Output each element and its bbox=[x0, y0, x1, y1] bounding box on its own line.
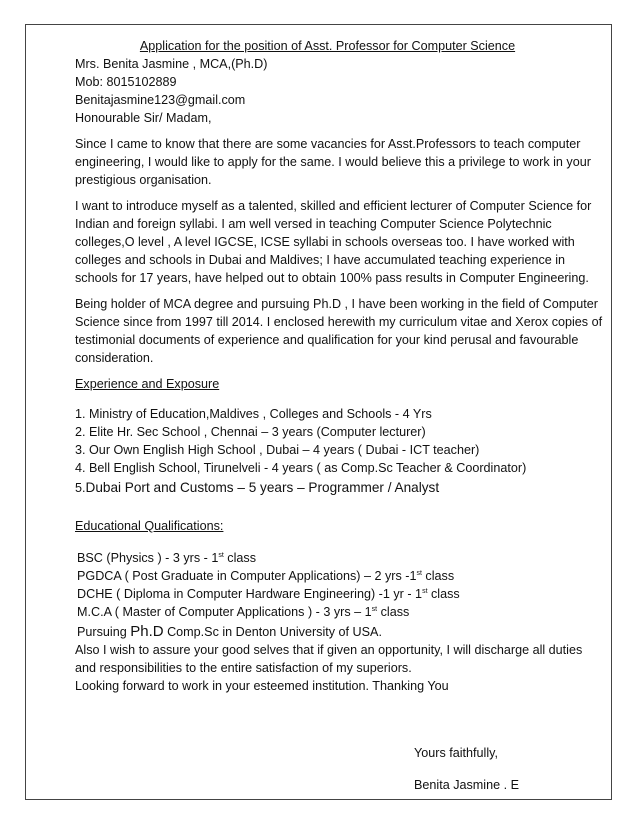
experience-item bbox=[75, 477, 580, 499]
item-number: 4. bbox=[75, 461, 86, 475]
item-text: Dubai Port and Customs – 5 years – Programmer / Analyst bbox=[85, 480, 440, 495]
experience-heading: Experience and Exposure bbox=[75, 377, 220, 391]
pursuing-label: Pursuing bbox=[77, 625, 131, 639]
qualification-text: BSC (Physics ) - 3 yrs - 1 bbox=[77, 551, 219, 565]
paragraph-line: Indian and foreign syllabi. I am well versed in teaching Computer Science Polytechnic bbox=[75, 217, 552, 231]
letter-title: Application for the position of Asst. Professor for Computer Science bbox=[139, 39, 516, 53]
item-number: 2. bbox=[75, 425, 86, 439]
letter-body bbox=[75, 37, 603, 695]
ordinal-suffix: st bbox=[218, 551, 224, 559]
yours-faithfully: Yours faithfully, bbox=[414, 746, 499, 760]
paragraph-line: colleges and schools in Dubai and Maldives; I have accumulated teaching experience in bbox=[75, 253, 566, 267]
item-number: 5. bbox=[75, 481, 86, 495]
paragraph-line: Science since from 1997 till 2014. I enclosed herewith my curriculum vitae and Xerox copies of bbox=[75, 315, 603, 329]
experience-item bbox=[75, 441, 580, 459]
paragraph-line: schools for 17 years, have helped out to obtain 100% pass results in Computer Engineering. bbox=[75, 271, 589, 285]
experience-item bbox=[75, 459, 580, 477]
closing-paragraph bbox=[75, 641, 583, 695]
qualifications-list bbox=[75, 549, 580, 641]
paragraph-intro bbox=[75, 135, 591, 189]
item-number: 3. bbox=[75, 443, 86, 457]
item-text: Bell English School, Tirunelveli - 4 years ( as Comp.Sc Teacher & Coordinator) bbox=[85, 461, 527, 475]
paragraph-line: Being holder of MCA degree and pursuing Ph.D , I have been working in the field of Computer bbox=[75, 297, 598, 311]
pursuing-phd bbox=[75, 623, 580, 641]
paragraph-line: testimonial documents of experience and qualification for your kind perusal and favourable bbox=[75, 333, 579, 347]
phd-label: Ph.D bbox=[130, 623, 164, 640]
signature-name: Benita Jasmine . E bbox=[414, 778, 519, 792]
ordinal-suffix: st bbox=[422, 587, 428, 595]
salutation: Honourable Sir/ Madam, bbox=[75, 111, 212, 125]
item-text: Ministry of Education,Maldives , Colleges and Schools - 4 Yrs bbox=[85, 407, 432, 421]
qualification-item bbox=[75, 567, 580, 585]
paragraph-line: colleges,O level , A level IGCSE, ICSE syllabi in schools overseas too. I have worked with bbox=[75, 235, 575, 249]
closing-line: and responsibilities to the entire satisfaction of my superiors. bbox=[75, 661, 412, 675]
ordinal-suffix: st bbox=[416, 569, 422, 577]
qualification-class: class bbox=[427, 587, 460, 601]
sender-mobile: Mob: 8015102889 bbox=[75, 75, 177, 89]
qualification-text: DCHE ( Diploma in Computer Hardware Engineering) -1 yr - 1 bbox=[77, 587, 423, 601]
paragraph-line: Since I came to know that there are some vacancies for Asst.Professors to teach computer bbox=[75, 137, 581, 151]
qualification-text: PGDCA ( Post Graduate in Computer Applications) – 2 yrs -1 bbox=[77, 569, 417, 583]
qualification-item bbox=[75, 549, 580, 567]
qualification-class: class bbox=[421, 569, 455, 583]
paragraph-degree bbox=[75, 295, 603, 367]
sender-name: Mrs. Benita Jasmine , MCA,(Ph.D) bbox=[75, 57, 268, 71]
sender-details bbox=[75, 55, 580, 127]
paragraph-line: engineering, I would like to apply for the same. I would believe this a privilege to work in your bbox=[75, 155, 591, 169]
item-number: 1. bbox=[75, 407, 86, 421]
experience-list bbox=[75, 405, 580, 499]
qualification-class: class bbox=[223, 551, 257, 565]
paragraph-profile bbox=[75, 197, 592, 287]
pursuing-detail: Comp.Sc in Denton University of USA. bbox=[163, 625, 382, 639]
qualification-text: M.C.A ( Master of Computer Applications ) - 3 yrs – 1 bbox=[77, 605, 372, 619]
item-text: Elite Hr. Sec School , Chennai – 3 years (Computer lecturer) bbox=[85, 425, 426, 439]
closing-line: Looking forward to work in your esteemed institution. Thanking You bbox=[75, 679, 449, 693]
paragraph-line: prestigious organisation. bbox=[75, 173, 212, 187]
paragraph-line: consideration. bbox=[75, 351, 154, 365]
experience-item bbox=[75, 405, 580, 423]
item-text: Our Own English High School , Dubai – 4 years ( Dubai - ICT teacher) bbox=[85, 443, 480, 457]
closing-line: Also I wish to assure your good selves that if given an opportunity, I will discharge all duties bbox=[75, 643, 583, 657]
ordinal-suffix: st bbox=[371, 605, 378, 613]
paragraph-line: I want to introduce myself as a talented, skilled and efficient lecturer of Computer Science for bbox=[75, 199, 592, 213]
sender-email: Benitajasmine123@gmail.com bbox=[75, 93, 246, 107]
qualifications-heading: Educational Qualifications: bbox=[75, 519, 224, 533]
qualification-item bbox=[75, 585, 580, 603]
qualification-item bbox=[75, 603, 580, 621]
experience-item bbox=[75, 423, 580, 441]
qualification-class: class bbox=[377, 605, 410, 619]
